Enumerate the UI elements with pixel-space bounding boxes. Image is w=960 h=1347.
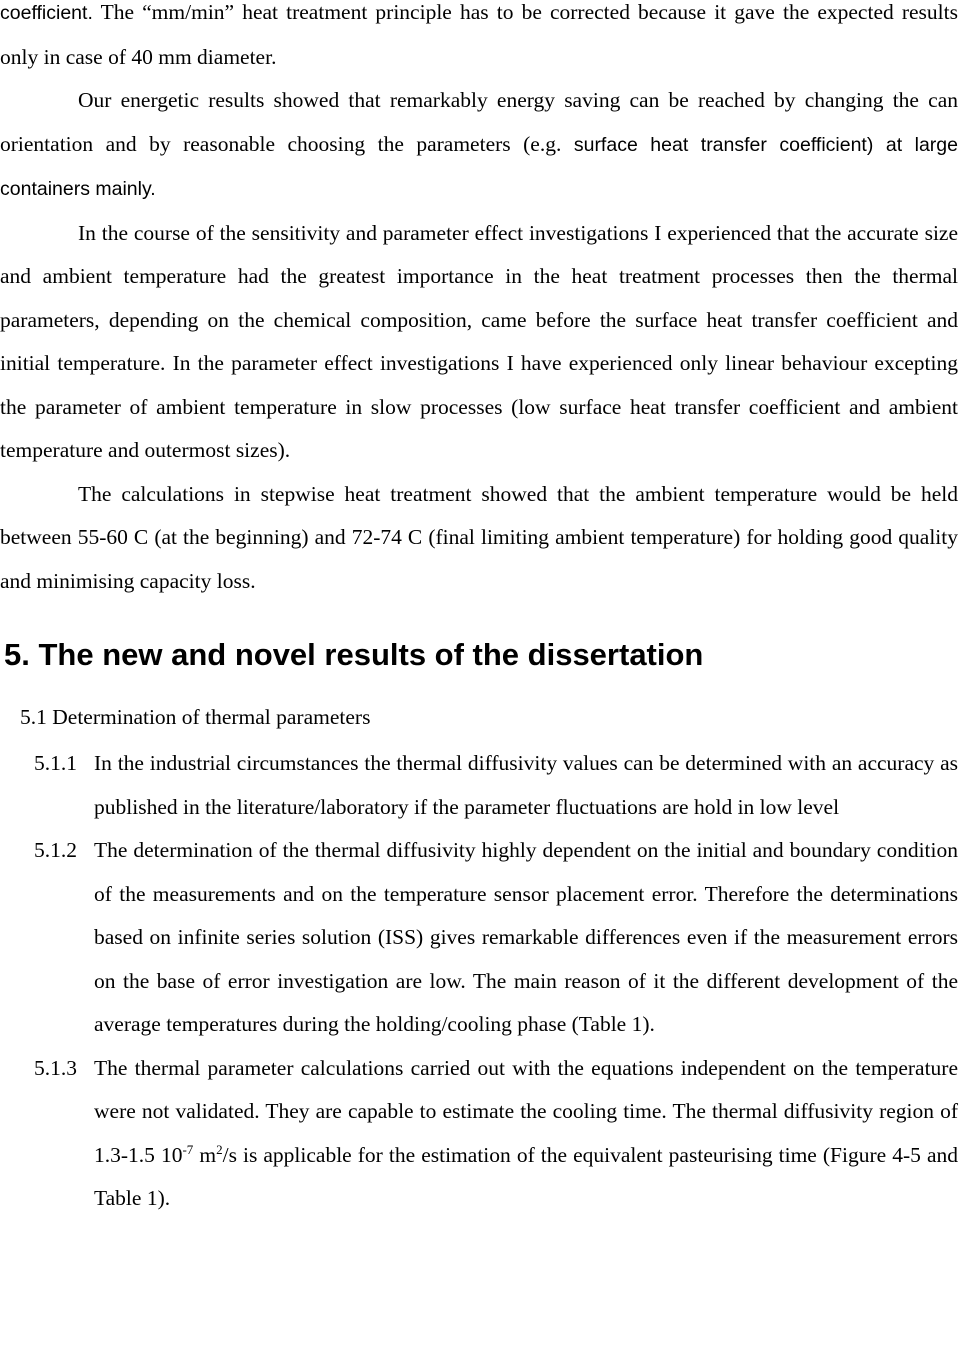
result-item-text-end: /s is applicable for the estimation of the equivalent pasteurising time (Figure 4-5 and Table 1). — [94, 1142, 958, 1210]
subsection-heading: 5.1 Determination of thermal parameters — [20, 705, 371, 729]
result-item-number: 5.1.3 — [34, 1055, 77, 1080]
result-item-5-1-1 — [0, 742, 958, 829]
result-item-text: In the industrial circumstances the thermal diffusivity values can be determined with an accuracy as published in the literature/laboratory if the parameter fluctuations are hold in low level — [94, 751, 958, 819]
result-item-text: The thermal parameter calculations carried out with the equations independent on the temperature were not validated. They are capable to estimate the cooling time. The thermal diffusivity region of 1.3-1.5 10 — [94, 1055, 958, 1167]
energetic-results-tail: surface heat transfer coefficient) at large containers mainly. — [0, 133, 958, 200]
result-item-number: 5.1.1 — [34, 751, 77, 775]
intro-paragraph — [0, 0, 958, 79]
exponent: 2 — [216, 1141, 223, 1157]
intro-first-word: coefficient. — [0, 2, 93, 24]
result-item-5-1-2 — [0, 829, 958, 1047]
result-item-number: 5.1.2 — [34, 838, 77, 862]
unit-text: m — [193, 1142, 217, 1167]
stepwise-paragraph: The calculations in stepwise heat treatment showed that the ambient temperature would be held between 55-60 C (at the beginning) and 72-74 C (final limiting ambient temperature) for holding good quality and minimising capacity loss. — [0, 481, 958, 593]
energetic-results-paragraph — [0, 79, 958, 212]
sensitivity-paragraph: In the course of the sensitivity and parameter effect investigations I experienced that the accurate size and ambient temperature had the greatest importance in the heat treatment processes then the thermal parameters, depending on the chemical composition, came before the surface heat transfer coefficient and initial temperature. In the parameter effect investigations I have experienced only linear behaviour excepting the parameter of ambient temperature in slow processes (low surface heat transfer coefficient and ambient temperature and outermost sizes). — [0, 220, 958, 462]
energetic-results-text: Our energetic results showed that remarkably energy saving can be reached by changing the can orientation and by reasonable choosing the parameters (e.g. — [0, 88, 958, 156]
section-heading: 5. The new and novel results of the dissertation — [4, 637, 704, 672]
intro-text: The “mm/min” heat treatment principle has to be corrected because it gave the expected results only in case of 40 mm diameter. — [0, 0, 958, 69]
exponent: -7 — [182, 1141, 194, 1157]
result-item-text: The determination of the thermal diffusivity highly dependent on the initial and boundary condition of the measurements and on the temperature sensor placement error. Therefore the determinations based on infinite series solution (ISS) gives remarkable differences even if the measurement errors on the base of error investigation are low. The main reason of it the different development of the average temperatures during the holding/cooling phase (Table 1). — [94, 838, 958, 1036]
result-item-5-1-3 — [0, 1047, 958, 1221]
